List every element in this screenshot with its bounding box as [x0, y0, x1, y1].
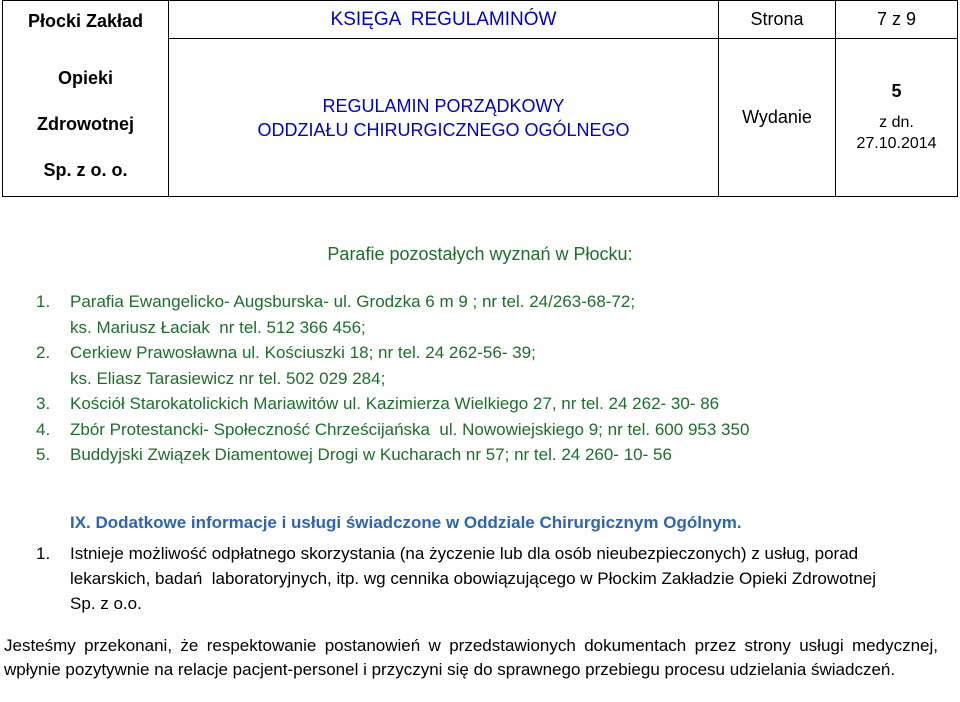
document-header [2, 0, 958, 197]
item-line: Kościół Starokatolickich Mariawitów ul. Kazimierza Wielkiego 27, nr tel. 24 262- 30- 86 [70, 394, 720, 413]
edition-label: Wydanie [719, 39, 836, 197]
page-value: 7 z 9 [836, 1, 958, 39]
item-number: 5. [36, 445, 51, 464]
item-line: Zbór Protestancki- Społeczność Chrześcijańska ul. Nowowiejskiego 9; nr tel. 600 953 350 [70, 419, 750, 439]
item-line: Parafia Ewangelicko- Augsburska- ul. Grodzka 6 m 9 ; nr tel. 24/263-68-72; [70, 292, 636, 311]
regulation-title [169, 39, 719, 197]
info-item [36, 541, 896, 616]
book-title: KSIĘGA REGULAMINÓW [169, 1, 719, 39]
closing-paragraph: Jesteśmy przekonani, że respektowanie postanowień w przedstawionych dokumentach przez strony usługi medycznej, wpłynie pozytywnie na relacje pacjent-personel i przyczyni się do sprawnego przebiegu procesu udzielania świadczeń. [4, 636, 938, 679]
company-name [3, 1, 169, 197]
item-line: Buddyjski Związek Diamentowej Drogi w Kucharach nr 57; nr tel. 24 260- 10- 56 [70, 445, 672, 464]
edition-date-prefix: z dn. [879, 114, 914, 131]
item-number: 1. [36, 292, 51, 311]
edition-number: 5 [891, 81, 902, 101]
section-title: IX. Dodatkowe informacje i usługi świadczone w Oddziale Chirurgicznym Ogólnym. [70, 513, 742, 532]
page-label: Strona [719, 1, 836, 39]
regulation-title-line2: ODDZIAŁU CHIRURGICZNEGO OGÓLNEGO [257, 119, 630, 140]
info-item-text: Istnieje możliwość odpłatnego skorzystania (na życzenie lub dla osób nieubezpieczonych) z usług, porad lekarskich, badań laboratoryjnych, itp. wg cennika obowiązującego w Płockim Zakładzie Opieki Zdrowotnej Sp. z o.o. [70, 544, 881, 613]
item-number: 2. [36, 343, 51, 362]
company-line: Sp. z o. o. [43, 159, 128, 180]
regulation-title-line1: REGULAMIN PORZĄDKOWY [322, 95, 565, 116]
company-line: Opieki [57, 67, 114, 88]
edition-date: 27.10.2014 [856, 135, 937, 152]
edition-value [836, 39, 958, 197]
parishes-list [36, 289, 749, 468]
item-line: ks. Eliasz Tarasiewicz nr tel. 502 029 284; [70, 368, 386, 388]
item-number: 3. [36, 394, 51, 413]
parishes-title: Parafie pozostałych wyznań w Płocku: [327, 244, 633, 264]
company-line: Płocki Zakład [27, 10, 144, 31]
item-number: 4. [36, 419, 51, 439]
list-item [36, 391, 749, 417]
item-line: ks. Mariusz Łaciak nr tel. 512 366 456; [70, 317, 366, 337]
item-number: 1. [36, 544, 51, 563]
list-item [36, 442, 749, 468]
list-item [36, 417, 749, 443]
list-item [36, 289, 749, 340]
item-line: Cerkiew Prawosławna ul. Kościuszki 18; nr tel. 24 262-56- 39; [70, 343, 536, 362]
company-line: Zdrowotnej [37, 113, 134, 134]
list-item [36, 340, 749, 391]
